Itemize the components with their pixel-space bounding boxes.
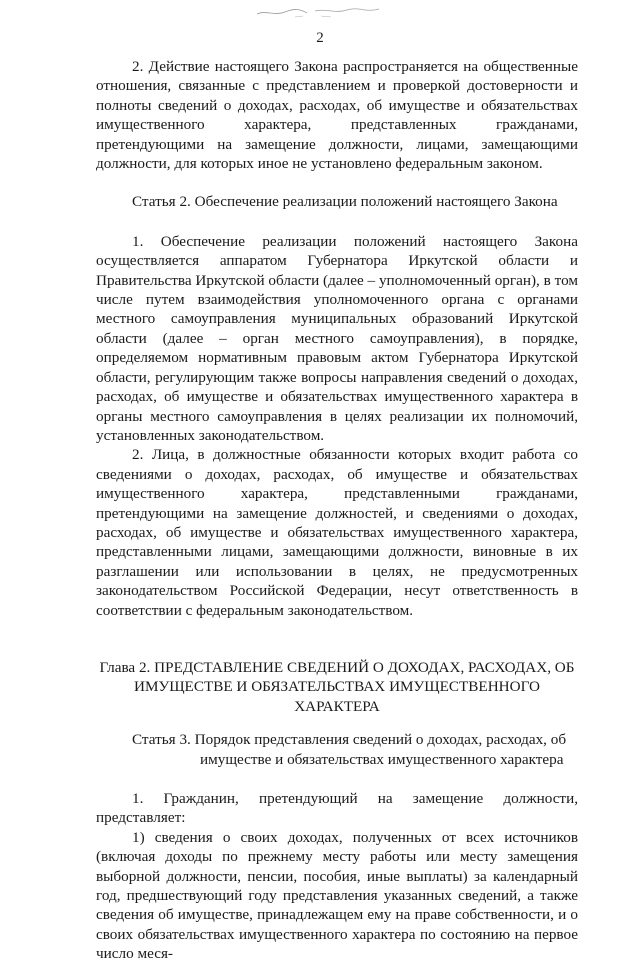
article-3-paragraph-1: 1. Гражданин, претендующий на замещение должности, представляет: — [96, 790, 578, 827]
article-3-paragraph-1-item-1: 1) сведения о своих доходах, полученных от всех источников (включая доходы по прежнему месту работы или месту замещения выборной должности, пенсии, пособия, иные выплаты) за календарный год, предшествующий году представления указанных сведений, а также сведения об имуществе, принадлежащем ему на праве собственности, и о своих обязательствах имущественного характера по состоянию на первое число меся- — [96, 828, 578, 963]
article-3-title-line-2: имуществе и обязательствах имущественного характера — [200, 750, 564, 768]
document-body — [96, 57, 578, 964]
article-2-paragraph-2: 2. Лица, в должностные обязанности которых входит работа со сведениями о доходах, расходах, об имуществе и обязательствах имущественного характера, представленными гражданами, претендующими на замещение должностей, и сведениями о доходах, расходах, об имуществе и обязательствах имущественного характера, представленными лицами, замещающими должности, виновные в их разглашении или использовании в целях, не предусмотренных законодательством Российской Федерации, несут ответственность в соответствии с федеральным законодательством. — [96, 446, 578, 619]
article-2-title: Статья 2. Обеспечение реализации положений настоящего Закона — [132, 193, 558, 211]
chapter-2-title: Глава 2. ПРЕДСТАВЛЕНИЕ СВЕДЕНИЙ О ДОХОДАХ, РАСХОДАХ, ОБ ИМУЩЕСТВЕ И ОБЯЗАТЕЛЬСТВАХ ИМУЩЕСТВЕННОГО ХАРАКТЕРА — [99, 658, 575, 715]
page-number: 2 — [316, 30, 324, 46]
paragraph-scope: 2. Действие настоящего Закона распространяется на общественные отношения, связанные с представлением и проверкой достоверности и полноты сведений о доходах, расходах, об имуществе и обязательствах имущественного характера, представленных гражданами, претендующими на замещение должности, лицами, замещающими должности, для которых иное не установлено федеральным законом. — [96, 58, 578, 173]
scan-artifact-marks — [255, 4, 385, 20]
article-3-title — [132, 730, 578, 769]
article-3-title-line-1: Статья 3. Порядок представления сведений о доходах, расходах, об — [132, 731, 567, 749]
article-2-paragraph-1: 1. Обеспечение реализации положений настоящего Закона осуществляется аппаратом Губернатора Иркутской области и Правительства Иркутской области (далее – уполномоченный орган), в том числе путем взаимодействия уполномоченного органа с органами местного самоуправления муниципальных образований Иркутской области (далее – орган местного самоуправления), в порядке, определяемом нормативным правовым актом Губернатора Иркутской области, регулирующим также вопросы направления сведений о доходах, расходах, об имуществе и обязательствах имущественного характера в органы местного самоуправления в целях реализации их полномочий, установленных законодательством. — [96, 232, 578, 444]
